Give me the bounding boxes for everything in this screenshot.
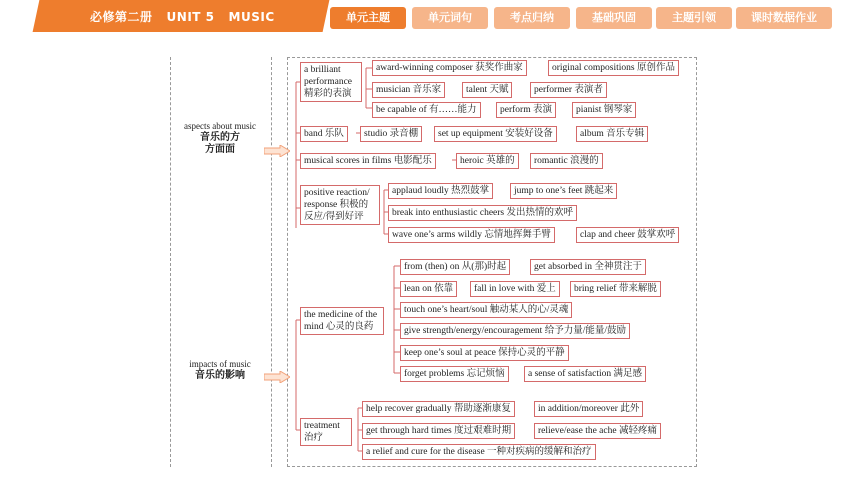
leaf-pianist: pianist 钢琴家 [572, 102, 636, 118]
node-scores: musical scores in films 电影配乐 [300, 153, 436, 169]
leaf-talent: talent 天赋 [462, 82, 512, 98]
leaf-composer: award-winning composer 获奖作曲家 [372, 60, 527, 76]
leaf-forget-problems: forget problems 忘记烦恼 [400, 366, 509, 382]
topic-impacts [175, 358, 265, 382]
leaf-give-strength: give strength/energy/encouragement 给予力量/能量/鼓励 [400, 323, 630, 339]
topic-aspects-en: aspects about music [184, 121, 256, 131]
leaf-absorbed: get absorbed in 全神贯注于 [530, 259, 646, 275]
leaf-cheers: break into enthusiastic cheers 发出热情的欢呼 [388, 205, 577, 221]
leaf-musician: musician 音乐家 [372, 82, 445, 98]
page-title: 必修第二册 UNIT 5 MUSIC [90, 10, 275, 24]
leaf-recover: help recover gradually 帮助逐渐康复 [362, 401, 515, 417]
leaf-applaud: applaud loudly 热烈鼓掌 [388, 183, 493, 199]
leaf-equipment: set up equipment 安装好设备 [434, 126, 557, 142]
leaf-clap: clap and cheer 鼓掌欢呼 [576, 227, 679, 243]
leaf-jump: jump to one’s feet 跳起来 [510, 183, 617, 199]
leaf-relieve-ache: relieve/ease the ache 减轻疼痛 [534, 423, 661, 439]
node-medicine: the medicine of the mind 心灵的良药 [300, 307, 384, 335]
leaf-lean-on: lean on 依靠 [400, 281, 457, 297]
leaf-hard-times: get through hard times 度过艰难时期 [362, 423, 515, 439]
tab-unit-theme[interactable]: 单元主题 [330, 7, 406, 29]
tab-key-points[interactable]: 考点归纳 [494, 7, 570, 29]
leaf-keep-soul: keep one’s soul at peace 保持心灵的平静 [400, 345, 569, 361]
topic-aspects-cn: 音乐的方方面面 [200, 132, 240, 155]
leaf-relief-cure: a relief and cure for the disease 一种对疾病的缓解和治疗 [362, 444, 596, 460]
arrow-icon [264, 145, 290, 157]
leaf-fall-in-love: fall in love with 爱上 [470, 281, 560, 297]
tab-theme-lead[interactable]: 主题引领 [656, 7, 732, 29]
leaf-bring-relief: bring relief 带来解脱 [570, 281, 661, 297]
tab-basics[interactable]: 基础巩固 [576, 7, 652, 29]
node-band: band 乐队 [300, 126, 348, 142]
leaf-album: album 音乐专辑 [576, 126, 648, 142]
arrow-icon [264, 371, 290, 383]
tab-homework[interactable]: 课时数据作业 [736, 7, 832, 29]
leaf-from-then: from (then) on 从(那)时起 [400, 259, 510, 275]
node-treatment: treatment 治疗 [300, 418, 352, 446]
leaf-heroic: heroic 英雄的 [456, 153, 519, 169]
leaf-satisfaction: a sense of satisfaction 满足感 [524, 366, 646, 382]
leaf-studio: studio 录音棚 [360, 126, 422, 142]
leaf-wave-arms: wave one’s arms wildly 忘情地挥舞手臂 [388, 227, 555, 243]
node-performance: a brilliant performance 精彩的表演 [300, 62, 362, 102]
leaf-capable: be capable of 有……能力 [372, 102, 481, 118]
tab-unit-words[interactable]: 单元词句 [412, 7, 488, 29]
leaf-performer: performer 表演者 [530, 82, 607, 98]
leaf-in-addition: in addition/moreover 此外 [534, 401, 643, 417]
leaf-touch-heart: touch one’s heart/soul 触动某人的心/灵魂 [400, 302, 572, 318]
topic-impacts-cn: 音乐的影响 [195, 370, 245, 381]
leaf-perform: perform 表演 [496, 102, 556, 118]
leaf-compositions: original compositions 原创作品 [548, 60, 679, 76]
topic-impacts-en: impacts of music [189, 359, 251, 369]
leaf-romantic: romantic 浪漫的 [530, 153, 603, 169]
topic-aspects [175, 120, 265, 156]
node-reaction: positive reaction/ response 积极的反应/得到好评 [300, 185, 380, 225]
